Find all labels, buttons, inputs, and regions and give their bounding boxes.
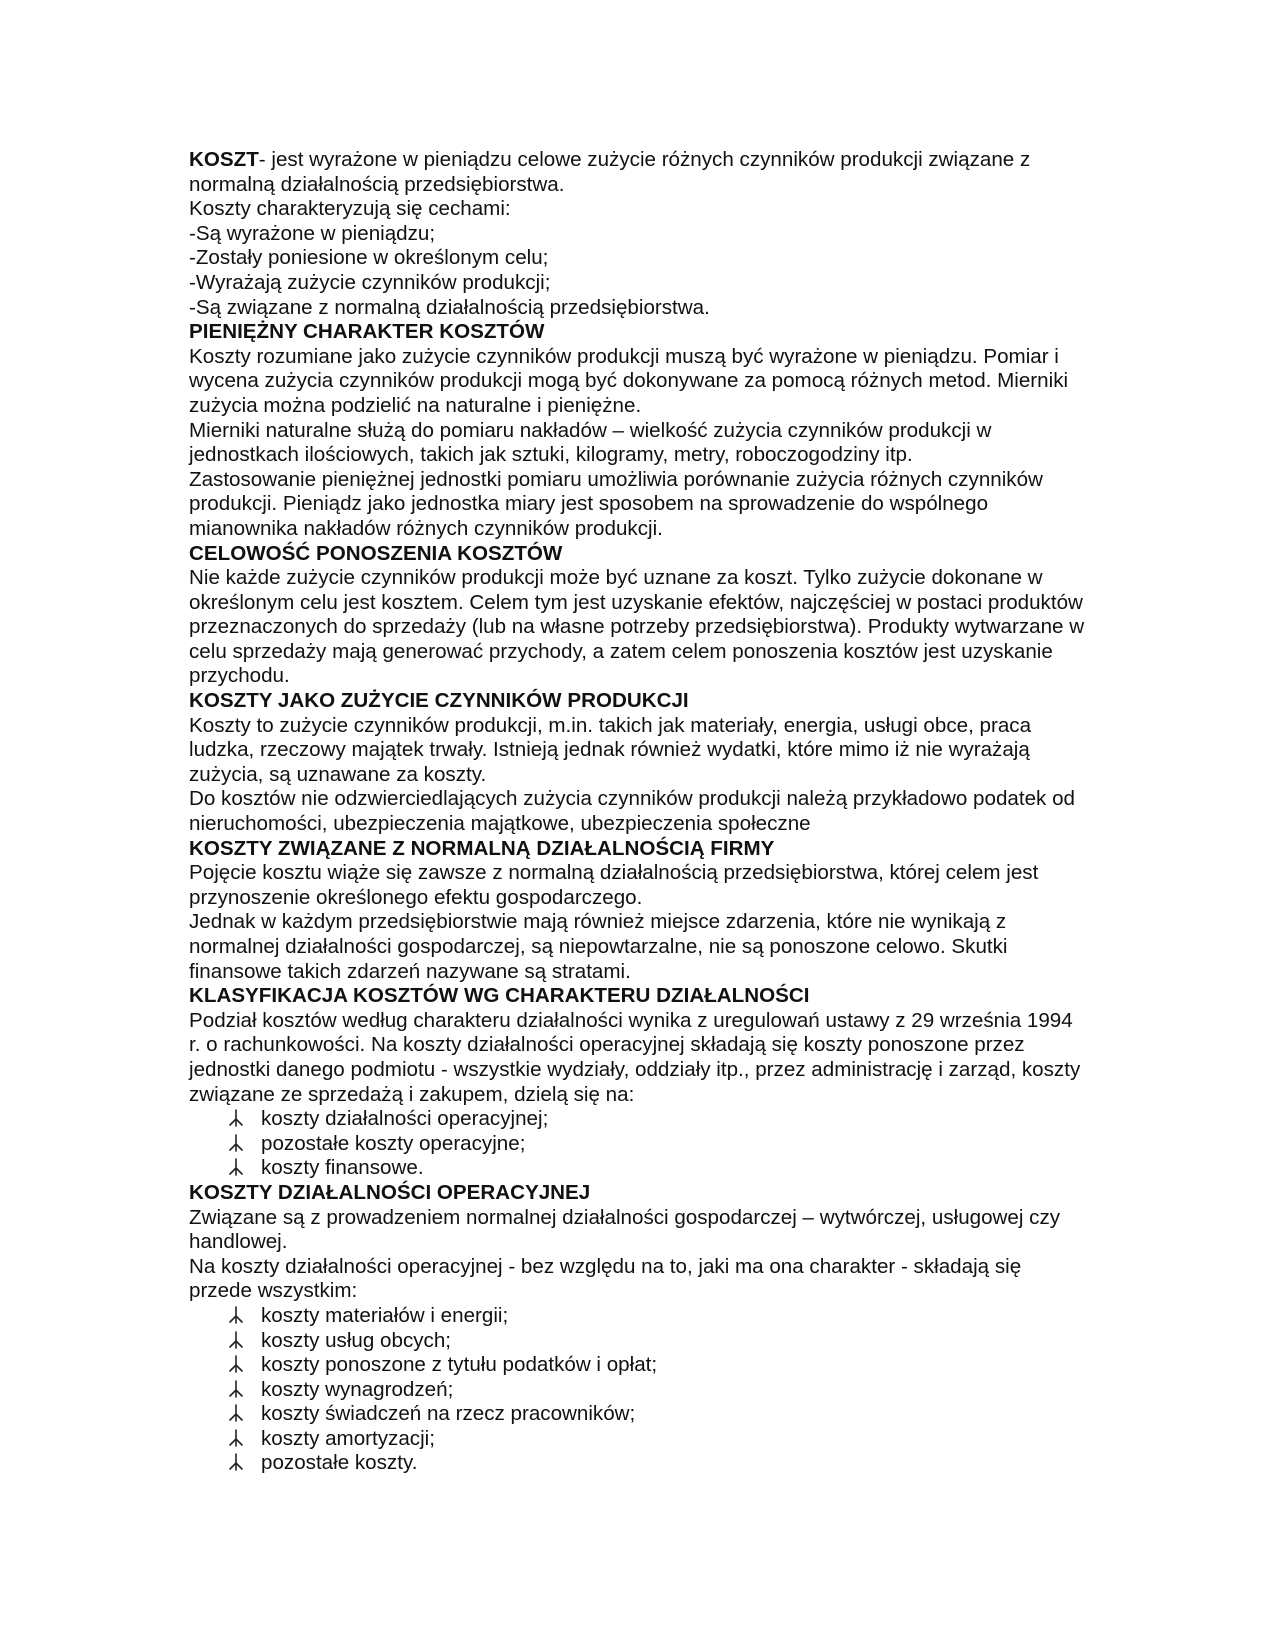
- list-item: [189, 1132, 1089, 1157]
- tripod-bullet-icon: [227, 1451, 245, 1473]
- intro-definition: [189, 148, 1089, 197]
- section-paragraph: Zastosowanie pieniężnej jednostki pomiaru umożliwia porównanie zużycia różnych czynników produkcji. Pieniądz jako jednostka miary jest sposobem na sprowadzenie do wspólnego mianownika nakładów różnych czynników produkcji.: [189, 467, 1043, 540]
- list-item: [189, 1353, 1089, 1378]
- tripod-bullet-icon: [227, 1156, 245, 1178]
- section-heading: PIENIĘŻNY CHARAKTER KOSZTÓW: [189, 320, 545, 344]
- section-paragraph: Pojęcie kosztu wiąże się zawsze z normalną działalnością przedsiębiorstwa, której celem jest przynoszenie określonego efektu gospodarczego.: [189, 861, 1039, 909]
- list-item-text: koszty działalności operacyjnej;: [261, 1107, 549, 1131]
- list-item-text: pozostałe koszty operacyjne;: [261, 1131, 526, 1155]
- bullet-list: [189, 1304, 1089, 1476]
- list-item: [189, 1402, 1089, 1427]
- bullet-list: [189, 1107, 1089, 1181]
- list-item-text: koszty finansowe.: [261, 1156, 424, 1180]
- list-item: [189, 1304, 1089, 1329]
- section-paragraph: Jednak w każdym przedsiębiorstwie mają również miejsce zdarzenia, które nie wynikają z normalnej działalności gospodarczej, są niepowtarzalne, nie są ponoszone celowo. Skutki finansowe takich zdarzeń nazywane są stratami.: [189, 910, 1008, 983]
- list-item: [189, 1329, 1089, 1354]
- feature-line: -Zostały poniesione w określonym celu;: [189, 246, 549, 270]
- tripod-bullet-icon: [227, 1353, 245, 1375]
- list-item-text: pozostałe koszty.: [261, 1451, 418, 1475]
- tripod-bullet-icon: [227, 1304, 245, 1326]
- section-paragraph: Koszty to zużycie czynników produkcji, m.in. takich jak materiały, energia, usługi obce, praca ludzka, rzeczowy majątek trwały. Istnieją jednak również wydatki, które mimo iż nie wyrażają zużycia, są uznawane za koszty.: [189, 713, 1032, 786]
- section-paragraph: Do kosztów nie odzwierciedlających zużycia czynników produkcji należą przykładowo podatek od nieruchomości, ubezpieczenia majątkowe, ubezpieczenia społeczne: [189, 787, 1075, 836]
- section-paragraph: Związane są z prowadzeniem normalnej działalności gospodarczej – wytwórczej, usługowej czy handlowej.: [189, 1205, 1061, 1254]
- tripod-bullet-icon: [227, 1402, 245, 1424]
- tripod-bullet-icon: [227, 1132, 245, 1154]
- definition-text: - jest wyrażone w pieniądzu celowe zużycie różnych czynników produkcji związane z normalną działalnością przedsiębiorstwa.: [189, 148, 1031, 196]
- tripod-bullet-icon: [227, 1427, 245, 1449]
- section-paragraph: Na koszty działalności operacyjnej - bez względu na to, jaki ma ona charakter - składają się przede wszystkim:: [189, 1254, 1022, 1303]
- feature-line: -Wyrażają zużycie czynników produkcji;: [189, 270, 551, 294]
- list-item: [189, 1156, 1089, 1181]
- section-heading: CELOWOŚĆ PONOSZENIA KOSZTÓW: [189, 541, 563, 565]
- tripod-bullet-icon: [227, 1329, 245, 1351]
- list-item-text: koszty materiałów i energii;: [261, 1303, 509, 1327]
- section-paragraph: Mierniki naturalne służą do pomiaru nakładów – wielkość zużycia czynników produkcji w jednostkach ilościowych, takich jak sztuki, kilogramy, metry, roboczogodziny itp.: [189, 418, 992, 467]
- section-heading: KOSZTY JAKO ZUŻYCIE CZYNNIKÓW PRODUKCJI: [189, 689, 689, 713]
- list-item-text: koszty usług obcych;: [261, 1328, 452, 1352]
- section-paragraph: Koszty rozumiane jako zużycie czynników produkcji muszą być wyrażone w pieniądzu. Pomiar i wycena zużycia czynników produkcji mogą być dokonywane za pomocą różnych metod. Mierniki zużycia można podzielić na naturalne i pieniężne.: [189, 344, 1069, 417]
- section-paragraph: Podział kosztów według charakteru działalności wynika z uregulowań ustawy z 29 września 1994 r. o rachunkowości. Na koszty działalności operacyjnej składają się koszty ponoszone przez jednostki danego podmiotu - wszystkie wydziały, oddziały itp., przez administrację i zarząd, koszty związane ze sprzedażą i zakupem, dzielą się na:: [189, 1008, 1081, 1106]
- list-item-text: koszty ponoszone z tytułu podatków i opłat;: [261, 1353, 658, 1377]
- list-item: [189, 1378, 1089, 1403]
- list-item-text: koszty amortyzacji;: [261, 1426, 435, 1450]
- term-koszt: KOSZT: [189, 148, 259, 171]
- list-item: [189, 1107, 1089, 1132]
- section-heading: KOSZTY ZWIĄZANE Z NORMALNĄ DZIAŁALNOŚCIĄ FIRMY: [189, 836, 775, 860]
- section-heading: KOSZTY DZIAŁALNOŚCI OPERACYJNEJ: [189, 1180, 591, 1204]
- feature-line: -Są wyrażone w pieniądzu;: [189, 221, 436, 245]
- section-paragraph: Nie każde zużycie czynników produkcji może być uznane za koszt. Tylko zużycie dokonane w określonym celu jest kosztem. Celem tym jest uzyskanie efektów, najczęściej w postaci produktów przeznaczonych do sprzedaży (lub na własne potrzeby przedsiębiorstwa). Produkty wytwarzane w celu sprzedaży mają generować przychody, a zatem celem ponoszenia kosztów jest uzyskanie przychodu.: [189, 566, 1085, 688]
- list-item: [189, 1427, 1089, 1452]
- list-item: [189, 1451, 1089, 1476]
- feature-line: -Są związane z normalną działalnością przedsiębiorstwa.: [189, 295, 710, 319]
- tripod-bullet-icon: [227, 1107, 245, 1129]
- list-item-text: koszty świadczeń na rzecz pracowników;: [261, 1402, 636, 1426]
- document-page: [189, 148, 1089, 1476]
- features-intro: Koszty charakteryzują się cechami:: [189, 197, 511, 221]
- tripod-bullet-icon: [227, 1378, 245, 1400]
- section-heading: KLASYFIKACJA KOSZTÓW WG CHARAKTERU DZIAŁALNOŚCI: [189, 984, 810, 1008]
- list-item-text: koszty wynagrodzeń;: [261, 1377, 454, 1401]
